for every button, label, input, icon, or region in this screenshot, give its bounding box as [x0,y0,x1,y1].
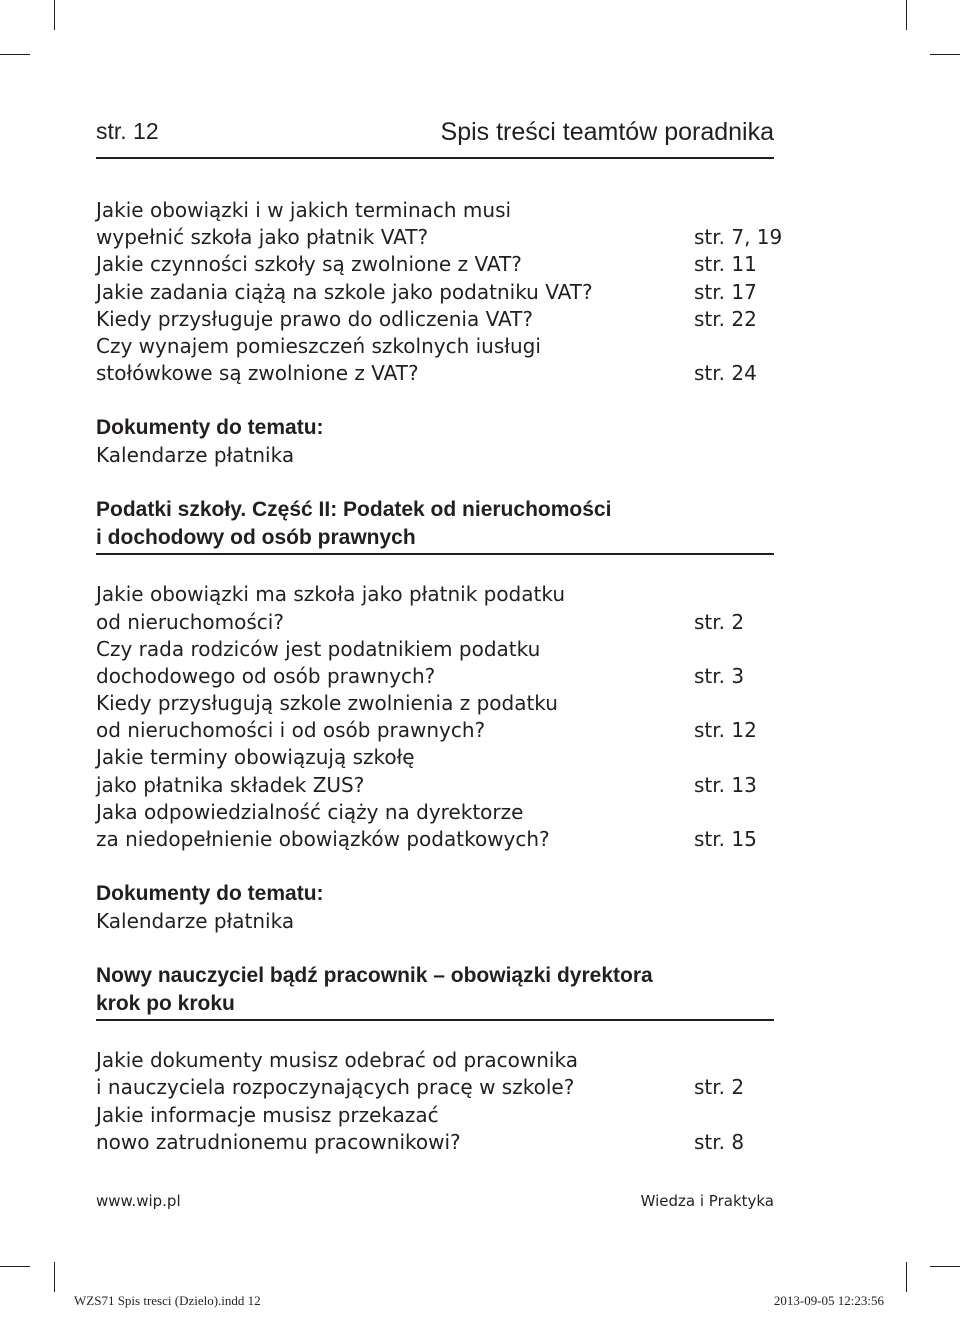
toc-line [96,279,774,306]
documents-heading: Dokumenty do tematu: [96,416,324,440]
toc-line [96,799,774,826]
documents-item: Kalendarze płatnika [96,442,295,467]
crop-mark [54,1262,55,1292]
crop-mark [930,54,960,55]
toc-group [96,496,774,935]
toc-question: Czy wynajem pomieszczeń szkolnych iusługi [96,333,541,358]
documents-item: Kalendarze płatnika [96,908,295,933]
toc-question: i nauczyciela rozpoczynających pracę w szkole? [96,1075,575,1100]
toc-line [96,1074,774,1101]
toc-question: Jakie obowiązki ma szkoła jako płatnik podatku [96,582,565,607]
page-title: Spis treści teamtów poradnika [440,118,774,146]
toc-line [96,251,774,278]
toc-line [96,333,774,360]
section-title-line: i dochodowy od osób prawnych [96,525,416,549]
toc-question: od nieruchomości i od osób prawnych? [96,718,486,743]
toc-question: od nieruchomości? [96,609,284,634]
toc-page-ref: str. 22 [694,306,757,331]
footer-publisher: Wiedza i Praktyka [640,1192,774,1210]
toc-page-ref: str. 12 [694,718,757,743]
toc-line [96,744,774,771]
toc-question: Czy rada rodziców jest podatnikiem podatku [96,636,541,661]
toc-line [96,224,783,251]
toc-line [96,772,774,799]
page-number: str. 12 [96,118,159,144]
toc-line [96,690,774,717]
footer-url: www.wip.pl [96,1192,181,1210]
header-rule [96,157,774,159]
toc-question: nowo zatrudnionemu pracownikowi? [96,1129,461,1154]
toc-line [96,826,774,853]
toc-page-ref: str. 3 [694,663,745,688]
toc-question: Jakie obowiązki i w jakich terminach musi [96,198,512,222]
toc-line [96,197,774,224]
toc-question: Jakie dokumenty musisz odebrać od pracownika [96,1048,578,1073]
toc-content [96,197,783,1156]
section-title [96,496,774,555]
toc-line [96,636,774,663]
toc-line [96,360,774,387]
toc-page-ref: str. 2 [694,609,745,634]
print-slug-timestamp: 2013-09-05 12:23:56 [773,1293,884,1308]
toc-line [96,581,774,608]
toc-question: za niedopełnienie obowiązków podatkowych? [96,827,550,851]
toc-line [96,1129,774,1156]
toc-line [96,609,774,636]
toc-page-ref: str. 2 [694,1075,745,1100]
toc-question: Kiedy przysługują szkole zwolnienia z podatku [96,691,558,716]
toc-question: dochodowego od osób prawnych? [96,663,436,688]
section-title-line: krok po kroku [96,991,235,1015]
crop-mark [906,0,907,30]
toc-page-ref: str. 17 [694,279,757,304]
toc-group [96,197,783,469]
section-title [96,962,774,1021]
print-slug-file: WZS71 Spis tresci (Dzielo).indd 12 [74,1293,261,1308]
crop-mark [930,1266,960,1267]
toc-page-ref: str. 11 [694,252,757,277]
toc-question: stołówkowe są zwolnione z VAT? [96,361,419,386]
toc-question: Jakie zadania ciążą na szkole jako podatniku VAT? [96,279,593,304]
toc-question: Jaka odpowiedzialność ciąży na dyrektorze [96,799,524,824]
crop-mark [54,0,55,30]
toc-question: Jakie terminy obowiązują szkołę [96,745,415,770]
documents-heading: Dokumenty do tematu: [96,882,324,906]
toc-page-ref: str. 7, 19 [694,225,783,250]
toc-line [96,717,774,744]
section-title-line: Podatki szkoły. Część II: Podatek od nieruchomości [96,498,612,522]
toc-page-ref: str. 15 [694,827,757,851]
toc-question: wypełnić szkoła jako płatnik VAT? [96,225,429,250]
crop-mark [906,1262,907,1292]
crop-mark [0,1266,30,1267]
toc-line [96,663,774,690]
crop-mark [0,54,30,55]
toc-page-ref: str. 13 [694,772,757,797]
toc-question: Kiedy przysługuje prawo do odliczenia VAT? [96,306,533,331]
toc-question: Jakie informacje musisz przekazać [96,1102,439,1127]
toc-line [96,1047,774,1074]
toc-page-ref: str. 24 [694,361,757,386]
toc-question: Jakie czynności szkoły są zwolnione z VAT? [96,252,522,277]
toc-group [96,962,774,1156]
toc-question: jako płatnika składek ZUS? [96,772,365,797]
section-title-line: Nowy nauczyciel bądź pracownik – obowiązki dyrektora [96,964,653,988]
toc-line [96,1102,774,1129]
toc-line [96,306,774,333]
toc-page-ref: str. 8 [694,1129,745,1154]
